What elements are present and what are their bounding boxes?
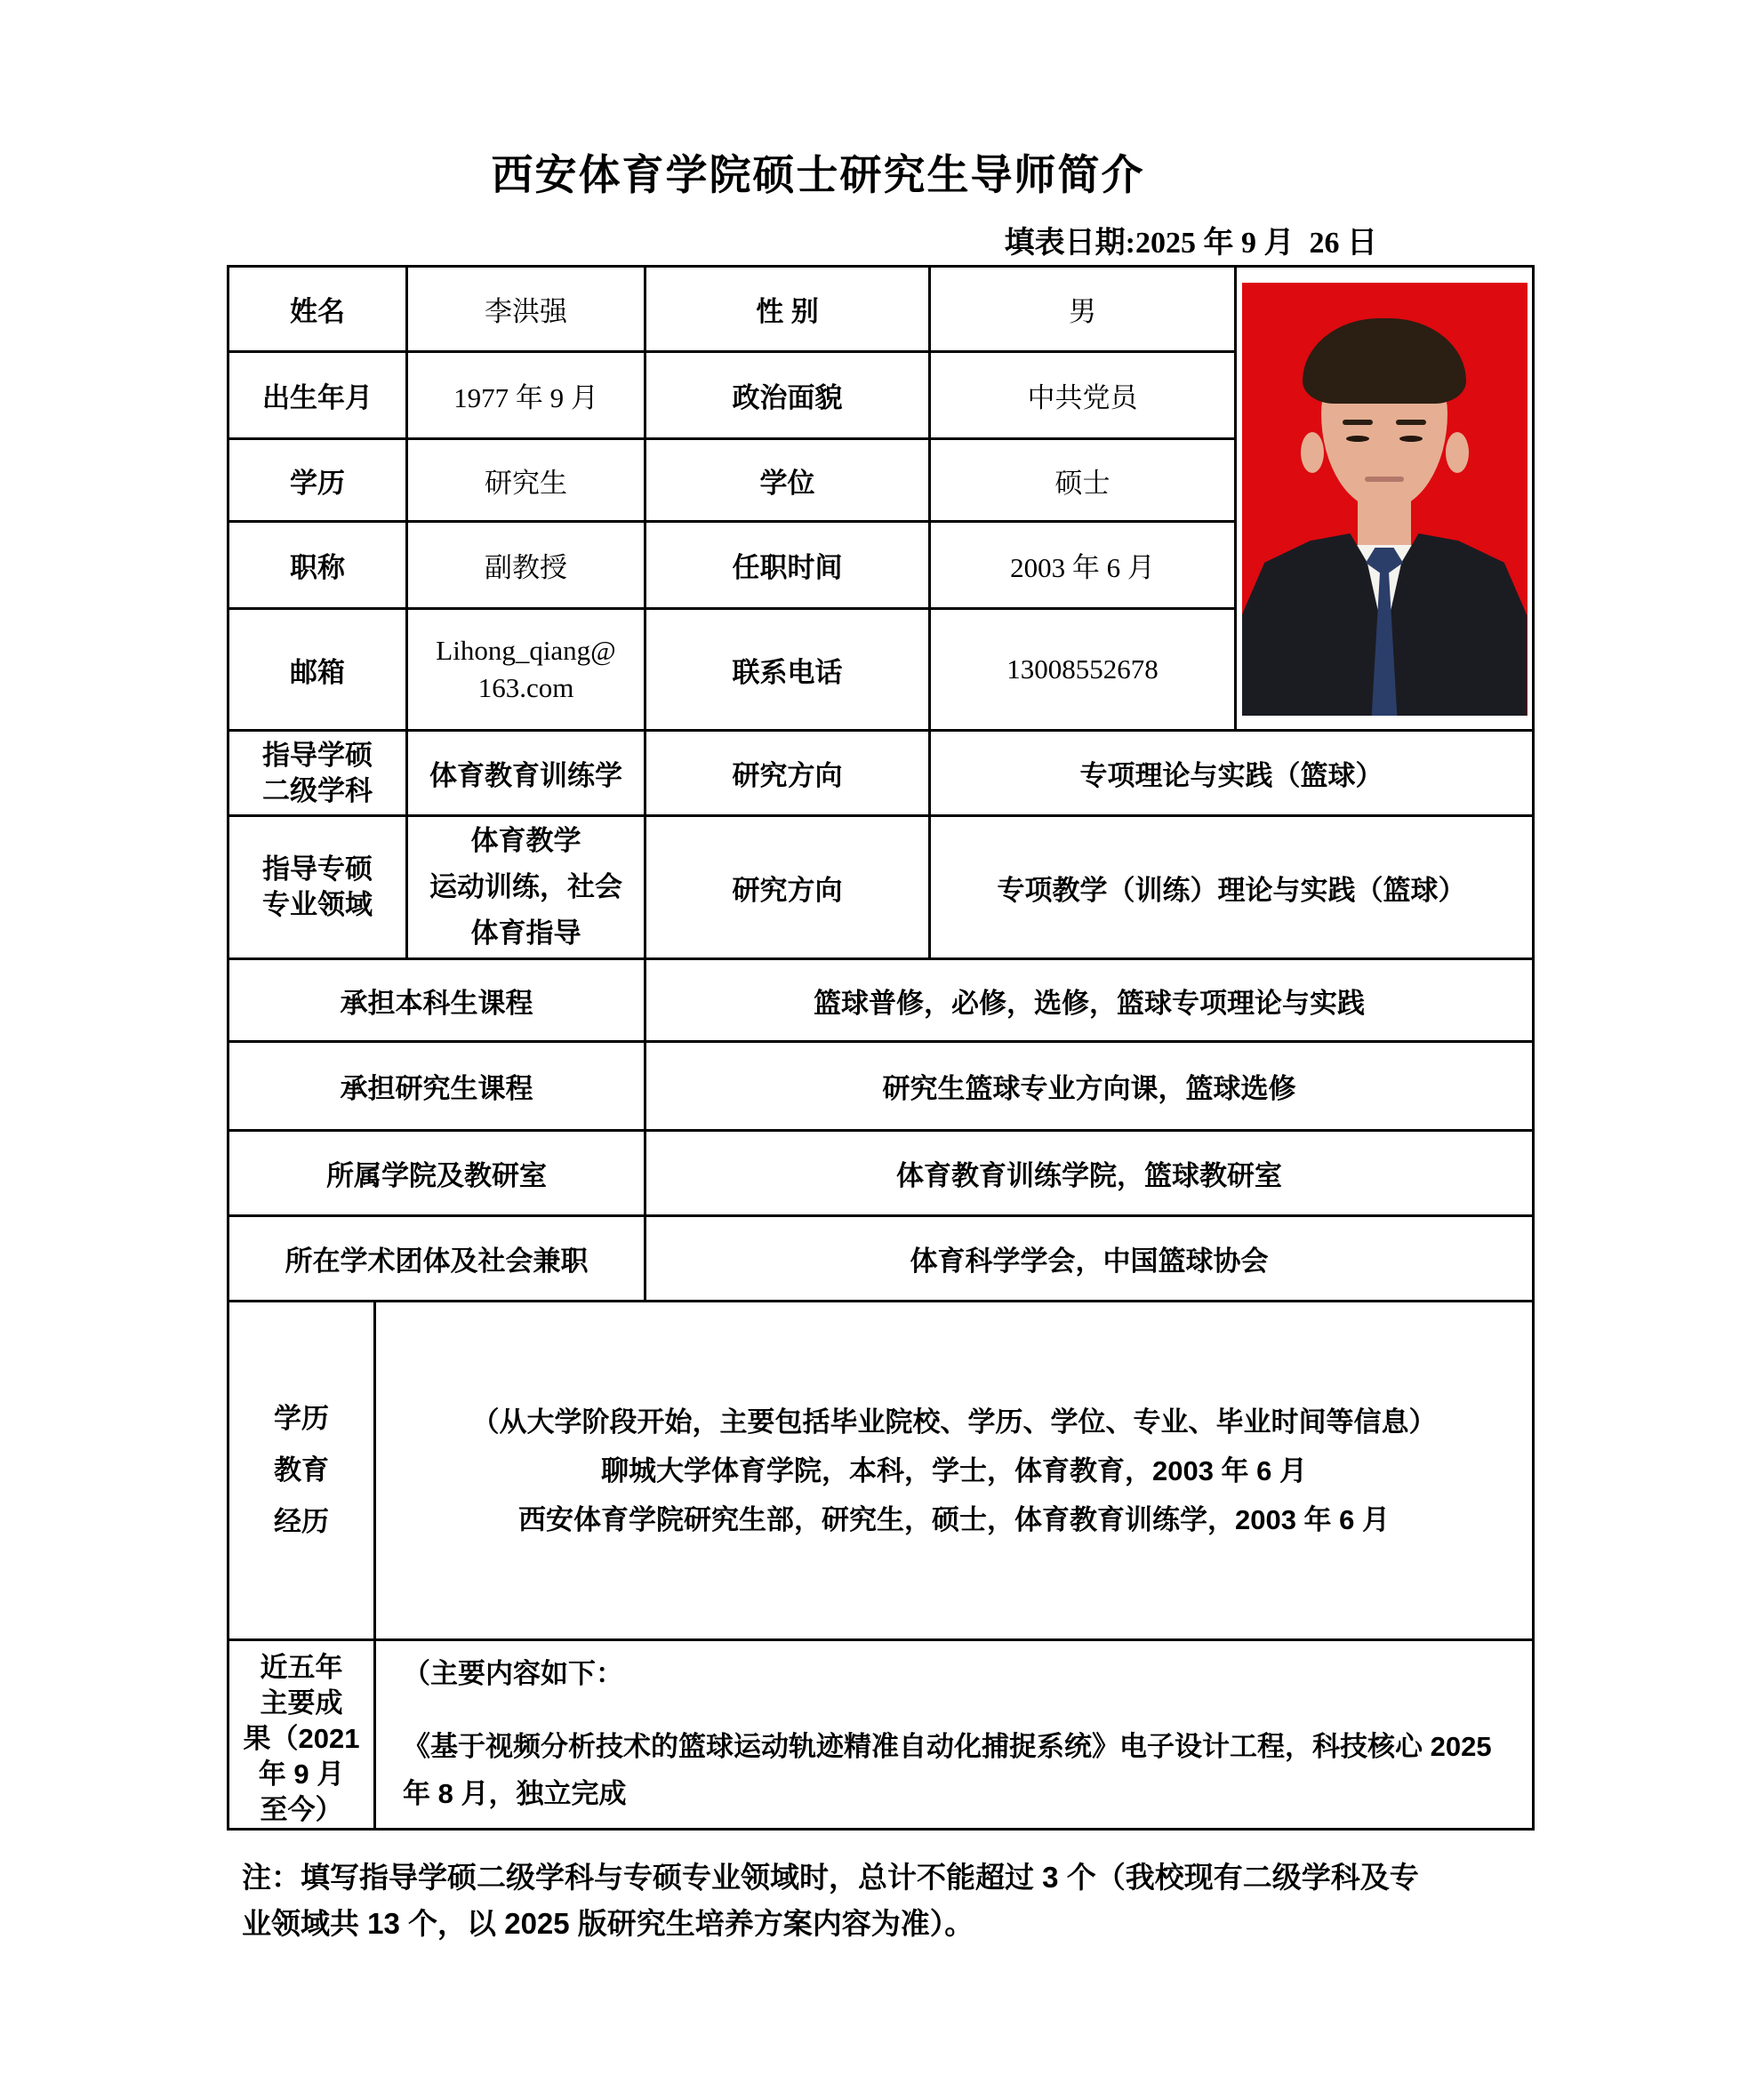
photo-eye-left <box>1346 436 1369 442</box>
value-line: 体育指导 <box>470 917 581 949</box>
page-header <box>0 142 1636 202</box>
value-phone: 13008552678 <box>930 609 1236 731</box>
label-line: 经历 <box>274 1506 329 1537</box>
table-row-professional-field <box>229 816 1534 959</box>
label-line: 指导专硕 <box>262 853 373 885</box>
value-tenure-date: 2003 年 6 月 <box>930 522 1236 609</box>
value-undergrad-courses: 篮球普修，必修，选修，篮球专项理论与实践 <box>645 959 1534 1042</box>
label-email: 邮箱 <box>229 609 407 731</box>
achievements-intro: （主要内容如下： <box>403 1658 623 1689</box>
page-title: 西安体育学院硕士研究生导师简介 <box>491 151 1145 198</box>
label-degree: 学位 <box>645 439 930 522</box>
photo-hair <box>1303 318 1466 404</box>
label-line: 学历 <box>274 1403 329 1434</box>
fill-date: 填表日期:2025 年 9 月 26 日 <box>1004 227 1377 260</box>
value-email <box>407 609 645 731</box>
value-name: 李洪强 <box>407 267 645 352</box>
value-birth: 1977 年 9 月 <box>407 352 645 439</box>
table-row-societies <box>229 1216 1534 1302</box>
photo-mouth <box>1365 477 1404 482</box>
achievements-content: 《基于视频分析技术的篮球运动轨迹精准自动化捕捉系统》电子设计工程，科技核心 2025 年 8 月，独立完成 <box>403 1731 1492 1809</box>
footnote-line-1: 注：填写指导学硕二级学科与专硕专业领域时，总计不能超过 3 个（我校现有二级学科及专 <box>242 1861 1419 1894</box>
education-entry: 聊城大学体育学院，本科，学士，体育教育，2003 年 6 月 <box>600 1454 1308 1486</box>
photo-ear-right <box>1446 432 1469 473</box>
footnote-line-2: 业领域共 13 个，以 2025 版研究生培养方案内容为准）。 <box>242 1907 974 1940</box>
photo-brow-left <box>1343 420 1373 425</box>
table-row-achievements <box>229 1640 1534 1830</box>
basic-info-table <box>227 265 1535 960</box>
value-research-direction-1: 专项理论与实践（篮球） <box>930 731 1534 816</box>
id-photo <box>1242 283 1527 716</box>
label-line: 指导学硕 <box>262 739 373 771</box>
value-prof-title: 副教授 <box>407 522 645 609</box>
value-school-office: 体育教育训练学院，篮球教研室 <box>645 1131 1534 1216</box>
label-tenure-date: 任职时间 <box>645 522 930 609</box>
label-education-history <box>229 1302 375 1640</box>
table-row-academic-discipline <box>229 731 1534 816</box>
profile-form <box>227 265 1535 1831</box>
table-row-name-gender <box>229 267 1534 352</box>
value-achievements <box>375 1640 1534 1830</box>
label-achievements <box>229 1640 375 1830</box>
label-line: 教育 <box>274 1454 329 1486</box>
table-row-education-history <box>229 1302 1534 1640</box>
photo-brow-right <box>1396 420 1426 425</box>
label-line: 专业领域 <box>262 889 373 920</box>
table-row-graduate-courses <box>229 1042 1534 1131</box>
label-professional-field <box>229 816 407 959</box>
education-hint: （从大学阶段开始，主要包括毕业院校、学历、学位、专业、毕业时间等信息） <box>471 1406 1437 1438</box>
value-societies: 体育科学学会，中国篮球协会 <box>645 1216 1534 1302</box>
value-education: 研究生 <box>407 439 645 522</box>
history-table <box>227 1300 1535 1831</box>
label-line: 至今） <box>260 1794 343 1825</box>
label-graduate-courses: 承担研究生课程 <box>229 1042 645 1131</box>
value-degree: 硕士 <box>930 439 1236 522</box>
footnote <box>242 1855 1540 1947</box>
label-school-office: 所属学院及教研室 <box>229 1131 645 1216</box>
value-research-direction-2: 专项教学（训练）理论与实践（篮球） <box>930 816 1534 959</box>
courses-table <box>227 957 1535 1302</box>
label-party: 政治面貌 <box>645 352 930 439</box>
label-prof-title: 职称 <box>229 522 407 609</box>
label-gender: 性 别 <box>645 267 930 352</box>
value-line: 运动训练，社会 <box>429 871 622 902</box>
table-row-school-office <box>229 1131 1534 1216</box>
label-line: 果（2021 <box>243 1723 360 1754</box>
value-graduate-courses: 研究生篮球专业方向课，篮球选修 <box>645 1042 1534 1131</box>
label-societies: 所在学术团体及社会兼职 <box>229 1216 645 1302</box>
label-research-direction-1: 研究方向 <box>645 731 930 816</box>
photo-eye-right <box>1399 436 1423 442</box>
value-gender: 男 <box>930 267 1236 352</box>
email-line-1: Lihong_qiang@ <box>436 635 616 666</box>
photo-cell <box>1236 267 1534 731</box>
label-line: 二级学科 <box>262 774 373 806</box>
label-education: 学历 <box>229 439 407 522</box>
label-name: 姓名 <box>229 267 407 352</box>
label-line: 主要成 <box>260 1687 343 1718</box>
value-party: 中共党员 <box>930 352 1236 439</box>
table-row-undergrad-courses <box>229 959 1534 1042</box>
email-line-2: 163.com <box>477 672 574 703</box>
label-research-direction-2: 研究方向 <box>645 816 930 959</box>
value-professional-field <box>407 816 645 959</box>
photo-ear-left <box>1301 432 1324 473</box>
label-birth: 出生年月 <box>229 352 407 439</box>
value-line: 体育教学 <box>470 825 581 856</box>
label-undergrad-courses: 承担本科生课程 <box>229 959 645 1042</box>
label-academic-discipline <box>229 731 407 816</box>
label-line: 年 9 月 <box>258 1759 345 1790</box>
value-education-history <box>375 1302 1534 1640</box>
label-line: 近五年 <box>260 1652 343 1683</box>
education-entry: 西安体育学院研究生部，研究生，硕士，体育教育训练学，2003 年 6 月 <box>517 1503 1391 1535</box>
label-phone: 联系电话 <box>645 609 930 731</box>
value-academic-discipline: 体育教育训练学 <box>407 731 645 816</box>
